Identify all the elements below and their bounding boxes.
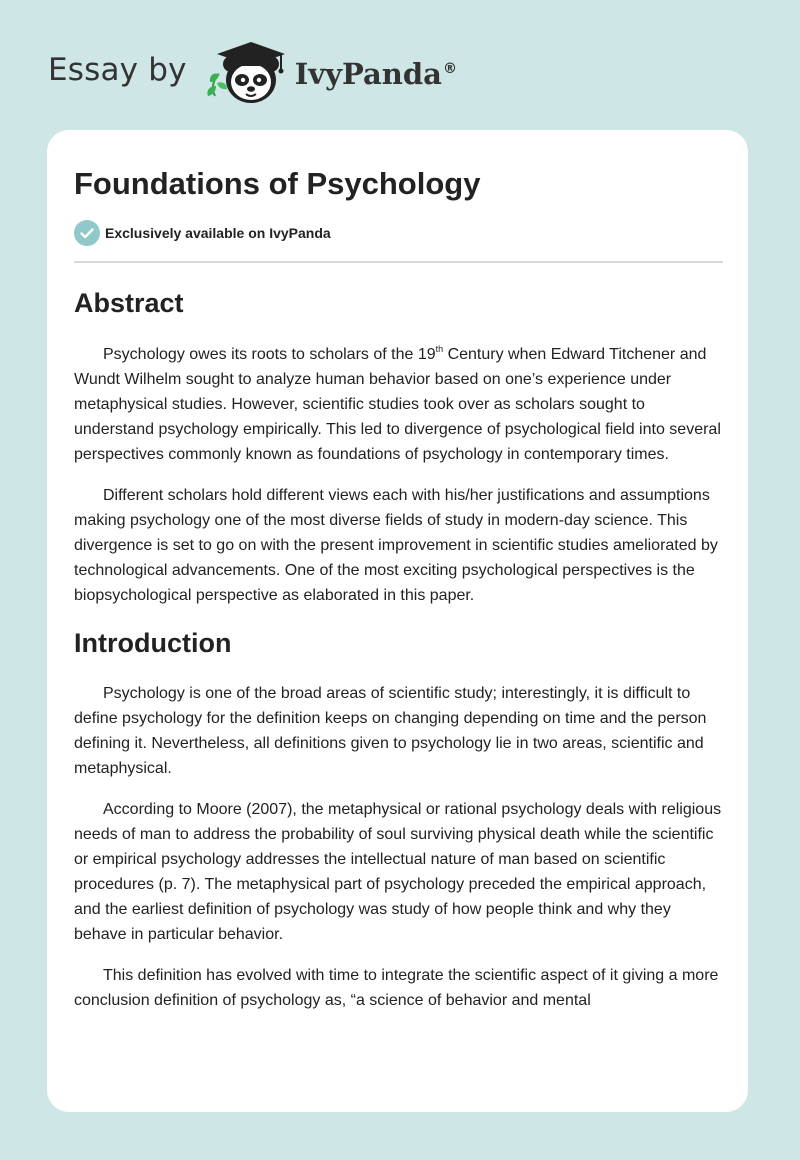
- section-heading-abstract: Abstract: [74, 288, 184, 318]
- abstract-paragraph-2: Different scholars hold different views each with his/her justifications and assumptions making psychology one of the most diverse fields of study in modern-day science. This divergence is set to go on with the present improvement in scientific studies ameliorated by technological advancements. One of the most exciting psychological perspectives is the biopsychological perspective as elaborated in this paper.: [74, 487, 718, 604]
- panda-logo-icon: [201, 36, 291, 108]
- abstract-paragraph-1-after: Century when Edward Titchener and Wundt Wilhelm sought to analyze human behavior based on one’s experience under metaphysical studies. However, scientific studies took over as scholars sought to understand psychology empirically. This led to divergence of psychological field into several perspectives commonly known as foundations of psychology in contemporary times.: [74, 346, 721, 463]
- site-header-logo[interactable]: [48, 36, 457, 108]
- section-heading-introduction: Introduction: [74, 628, 232, 658]
- essay-content: [74, 164, 724, 1013]
- check-circle-icon: [74, 220, 100, 246]
- exclusive-badge-text: Exclusively available on IvyPanda: [105, 225, 331, 241]
- essay-title: Foundations of Psychology: [74, 166, 481, 201]
- essay-card: [47, 130, 748, 1112]
- superscript-th: th: [435, 344, 444, 354]
- title-divider: [74, 261, 723, 263]
- introduction-paragraph-1: Psychology is one of the broad areas of scientific study; interestingly, it is difficult to define psychology for the definition keeps on changing depending on time and the person defining it. Nevertheless, all definitions given to psychology lie in two areas, scientific and metaphysical.: [74, 685, 707, 777]
- introduction-paragraph-2: According to Moore (2007), the metaphysical or rational psychology deals with religious needs of man to address the probability of soul surviving physical death while the scientific or empirical psychology addresses the intellectual nature of man based on scientific procedures (p. 7). The metaphysical part of psychology preceded the empirical approach, and the earliest definition of psychology was study of how people think and why they behave in particular behavior.: [74, 801, 722, 943]
- brand-prefix: Essay by: [48, 52, 187, 88]
- brand-name: [295, 57, 457, 91]
- exclusive-badge: [74, 219, 724, 247]
- abstract-paragraph-1-before: Psychology owes its roots to scholars of the 19: [103, 346, 436, 363]
- brand-name-text: IvyPanda: [294, 57, 442, 91]
- abstract-paragraph-1: [74, 342, 724, 467]
- introduction-paragraph-3: This definition has evolved with time to integrate the scientific aspect of it giving a more conclusion definition of psychology as, “a science of behavior and mental: [74, 967, 719, 1009]
- registered-mark: ®: [442, 61, 457, 78]
